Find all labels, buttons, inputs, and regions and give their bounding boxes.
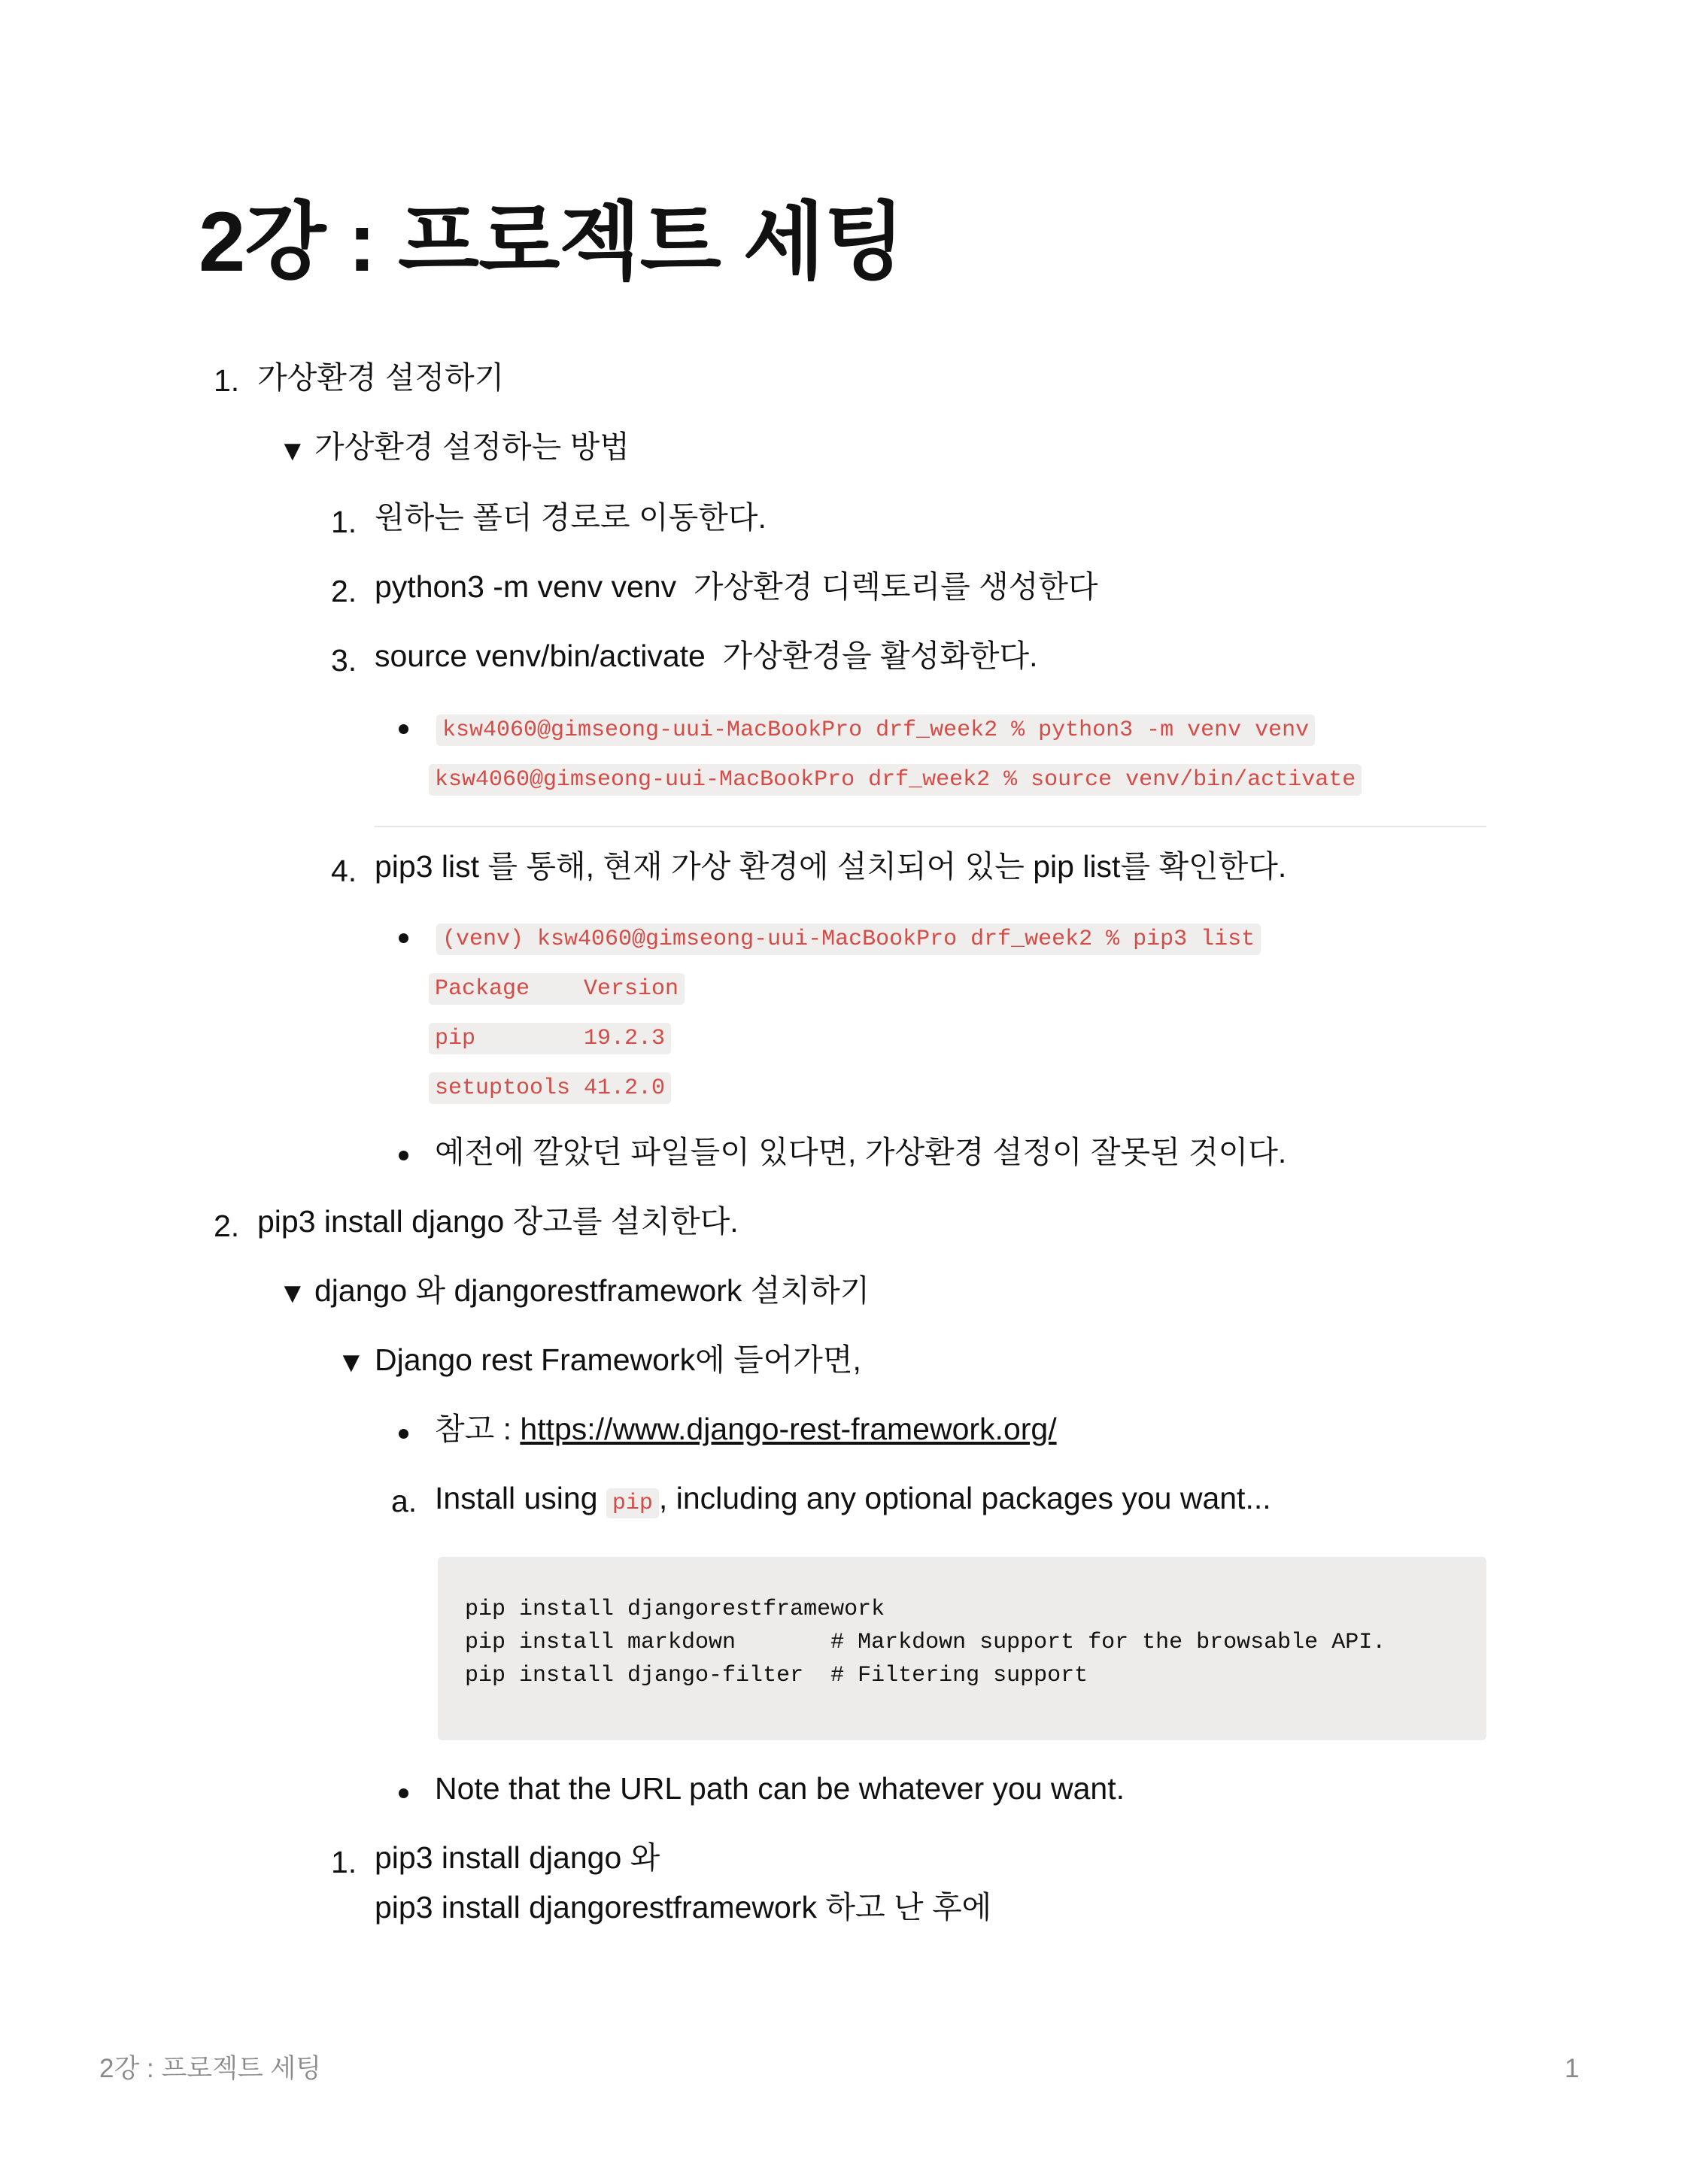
list-item (435, 1480, 1271, 1517)
list-item: pip3 list 를 통해, 현재 가상 환경에 설치되어 있는 pip list를 확인한다. (375, 849, 1287, 884)
toggle-arrow-icon[interactable]: ▼ (337, 1347, 366, 1379)
toggle-label[interactable]: django 와 djangorestframework 설치하기 (314, 1273, 870, 1308)
inline-code: ksw4060@gimseong-uui-MacBookPro drf_week2 % source venv/bin/activate (429, 764, 1362, 796)
inline-code: pip (606, 1488, 659, 1518)
toggle-arrow-icon[interactable]: ▼ (278, 435, 307, 467)
list-number: 3. (331, 643, 357, 678)
list-number: 1. (214, 363, 240, 398)
list-number: 1. (331, 1845, 357, 1879)
list-item: Note that the URL path can be whatever you want. (435, 1771, 1125, 1806)
bullet-icon (399, 1151, 408, 1160)
install-text: Install using (435, 1481, 606, 1515)
code-block (438, 1557, 1486, 1740)
toggle-label[interactable]: 가상환경 설정하는 방법 (314, 429, 630, 464)
reference-label: 참고 : (435, 1412, 521, 1446)
list-number: 4. (331, 854, 357, 888)
bullet-icon (399, 724, 408, 734)
list-item: source venv/bin/activate 가상환경을 활성화한다. (375, 639, 1038, 673)
section-heading: 가상환경 설정하기 (257, 360, 505, 395)
footer-title: 2강 : 프로젝트 세팅 (99, 2054, 322, 2083)
list-item: pip3 install django 와 (375, 1840, 660, 1875)
bullet-icon (399, 1788, 408, 1798)
reference-line (435, 1411, 1057, 1448)
inline-code: (venv) ksw4060@gimseong-uui-MacBookPro drf_week2 % pip3 list (436, 924, 1261, 955)
section-heading: pip3 install django 장고를 설치한다. (257, 1204, 739, 1239)
divider (375, 826, 1486, 827)
inline-code: Package Version (429, 973, 685, 1005)
list-item: python3 -m venv venv 가상환경 디렉토리를 생성한다 (375, 569, 1098, 604)
toggle-arrow-icon[interactable]: ▼ (278, 1278, 307, 1309)
bullet-icon (399, 933, 408, 943)
code-line: pip install djangorestframework (465, 1597, 885, 1622)
toggle-label[interactable]: Django rest Framework에 들어가면, (375, 1342, 861, 1377)
code-line: pip install django-filter # Filtering support (465, 1663, 1088, 1688)
list-number: 2. (331, 574, 357, 608)
list-number: 2. (214, 1209, 240, 1243)
install-text: , including any optional packages you want... (658, 1481, 1271, 1515)
reference-link[interactable]: https://www.django-rest-framework.org/ (520, 1412, 1057, 1446)
code-line: pip install markdown # Markdown support for the browsable API. (465, 1630, 1386, 1655)
page-number: 1 (1565, 2054, 1580, 2083)
inline-code: ksw4060@gimseong-uui-MacBookPro drf_week2 % python3 -m venv venv (436, 714, 1315, 746)
list-letter: a. (391, 1484, 417, 1518)
list-number: 1. (331, 505, 357, 539)
bullet-icon (399, 1429, 408, 1439)
inline-code: setuptools 41.2.0 (429, 1072, 671, 1104)
list-item: 예전에 깔았던 파일들이 있다면, 가상환경 설정이 잘못된 것이다. (435, 1135, 1287, 1169)
list-item: pip3 install djangorestframework 하고 난 후에 (375, 1890, 992, 1925)
inline-code: pip 19.2.3 (429, 1023, 671, 1054)
page-title: 2강 : 프로젝트 세팅 (199, 195, 905, 289)
list-item: 원하는 폴더 경로로 이동한다. (375, 500, 767, 535)
